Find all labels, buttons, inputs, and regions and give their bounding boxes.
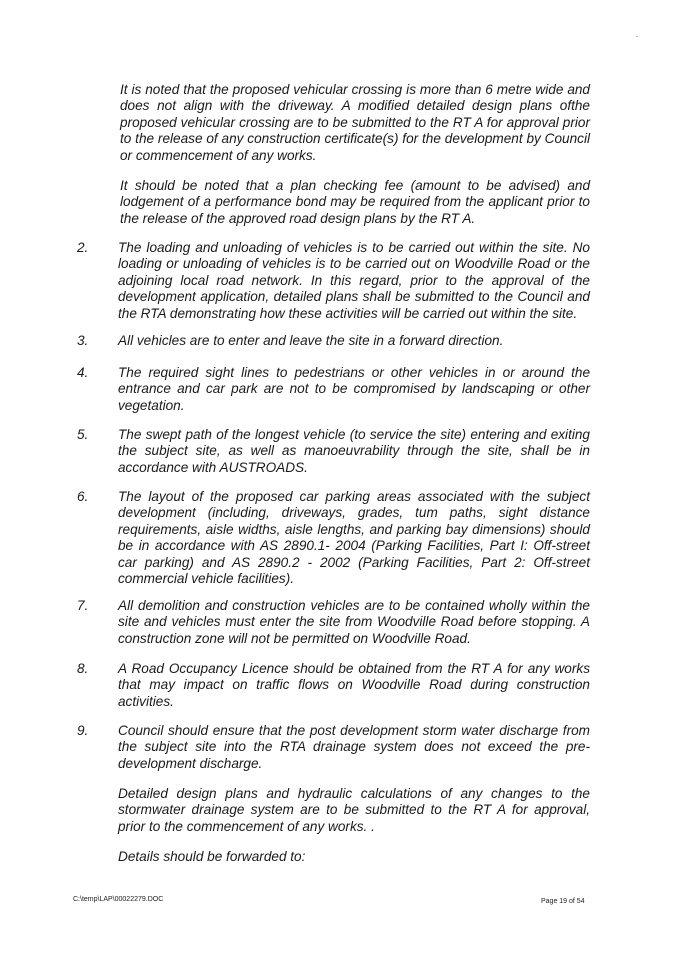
list-item-text: The swept path of the longest vehicle (to service the site) entering and exiting the subject site, as well as manoeuvrability through the site, shall be in accordance with AUSTROADS. <box>118 427 590 475</box>
list-item-text: The loading and unloading of vehicles is to be carried out within the site. No loading or unloading of vehicles is to be carried out on Woodville Road or the adjoining local road network. In this regard, prior to the approval of the development application, detailed plans shall be submitted to the Council and the RTA demonstrating how these activities will be carried out within the site. <box>118 240 590 321</box>
list-item-text: A Road Occupancy Licence should be obtained from the RT A for any works that may impact on traffic flows on Woodville Road during construction activities. <box>118 661 590 709</box>
item-number: 6. <box>77 489 89 504</box>
list-item-text: Council should ensure that the post development storm water discharge from the subject site into the RTA drainage system does not exceed the pre-development discharge. <box>118 723 590 771</box>
item-number: 2. <box>77 240 89 255</box>
paragraph-fee: It should be noted that a plan checking fee (amount to be advised) and lodgement of a performance bond may be required from the applicant prior to the release of the approved road design plans by the RT A. <box>120 178 590 226</box>
list-item-text: All demolition and construction vehicles are to be contained wholly within the site and vehicles must enter the site from Woodville Road before stopping. A construction zone will not be permitted on Woodville Road. <box>118 598 590 646</box>
paragraph-forward: Details should be forwarded to: <box>118 849 306 864</box>
scan-speck <box>636 36 638 37</box>
item-number: 3. <box>77 333 89 348</box>
item-number: 5. <box>77 427 89 442</box>
list-item-text: All vehicles are to enter and leave the site in a forward direction. <box>118 333 504 348</box>
list-item-text: The required sight lines to pedestrians or other vehicles in or around the entrance and car park are not to be compromised by landscaping or other vegetation. <box>118 365 590 413</box>
footer-page-number: Page 19 of 54 <box>541 898 585 905</box>
item-number: 4. <box>77 365 89 380</box>
item-number: 9. <box>77 723 89 738</box>
item-number: 7. <box>77 598 89 613</box>
paragraph-crossing: It is noted that the proposed vehicular crossing is more than 6 metre wide and does not align with the driveway. A modified detailed design plans ofthe proposed vehicular crossing are to be submitted to the RT A for approval prior to the release of any construction certificate(s) for the development by Council or commencement of any works. <box>120 82 590 163</box>
item-number: 8. <box>77 661 89 676</box>
list-item-text: The layout of the proposed car parking areas associated with the subject development (including, driveways, grades, tum paths, sight distance requirements, aisle widths, aisle lengths, and parking bay dimensions) should be in accordance with AS 2890.1- 2004 (Parking Facilities, Part I: Off-street car parking) and AS 2890.2 - 2002 (Parking Facilities, Part 2: Off-street commercial vehicle facilities). <box>118 489 590 587</box>
footer-file-path: C:\temp\LAP\00022279.DOC <box>73 896 164 903</box>
paragraph-detailed-design: Detailed design plans and hydraulic calculations of any changes to the stormwater drainage system are to be submitted to the RT A for approval, prior to the commencement of any works. . <box>118 786 590 834</box>
